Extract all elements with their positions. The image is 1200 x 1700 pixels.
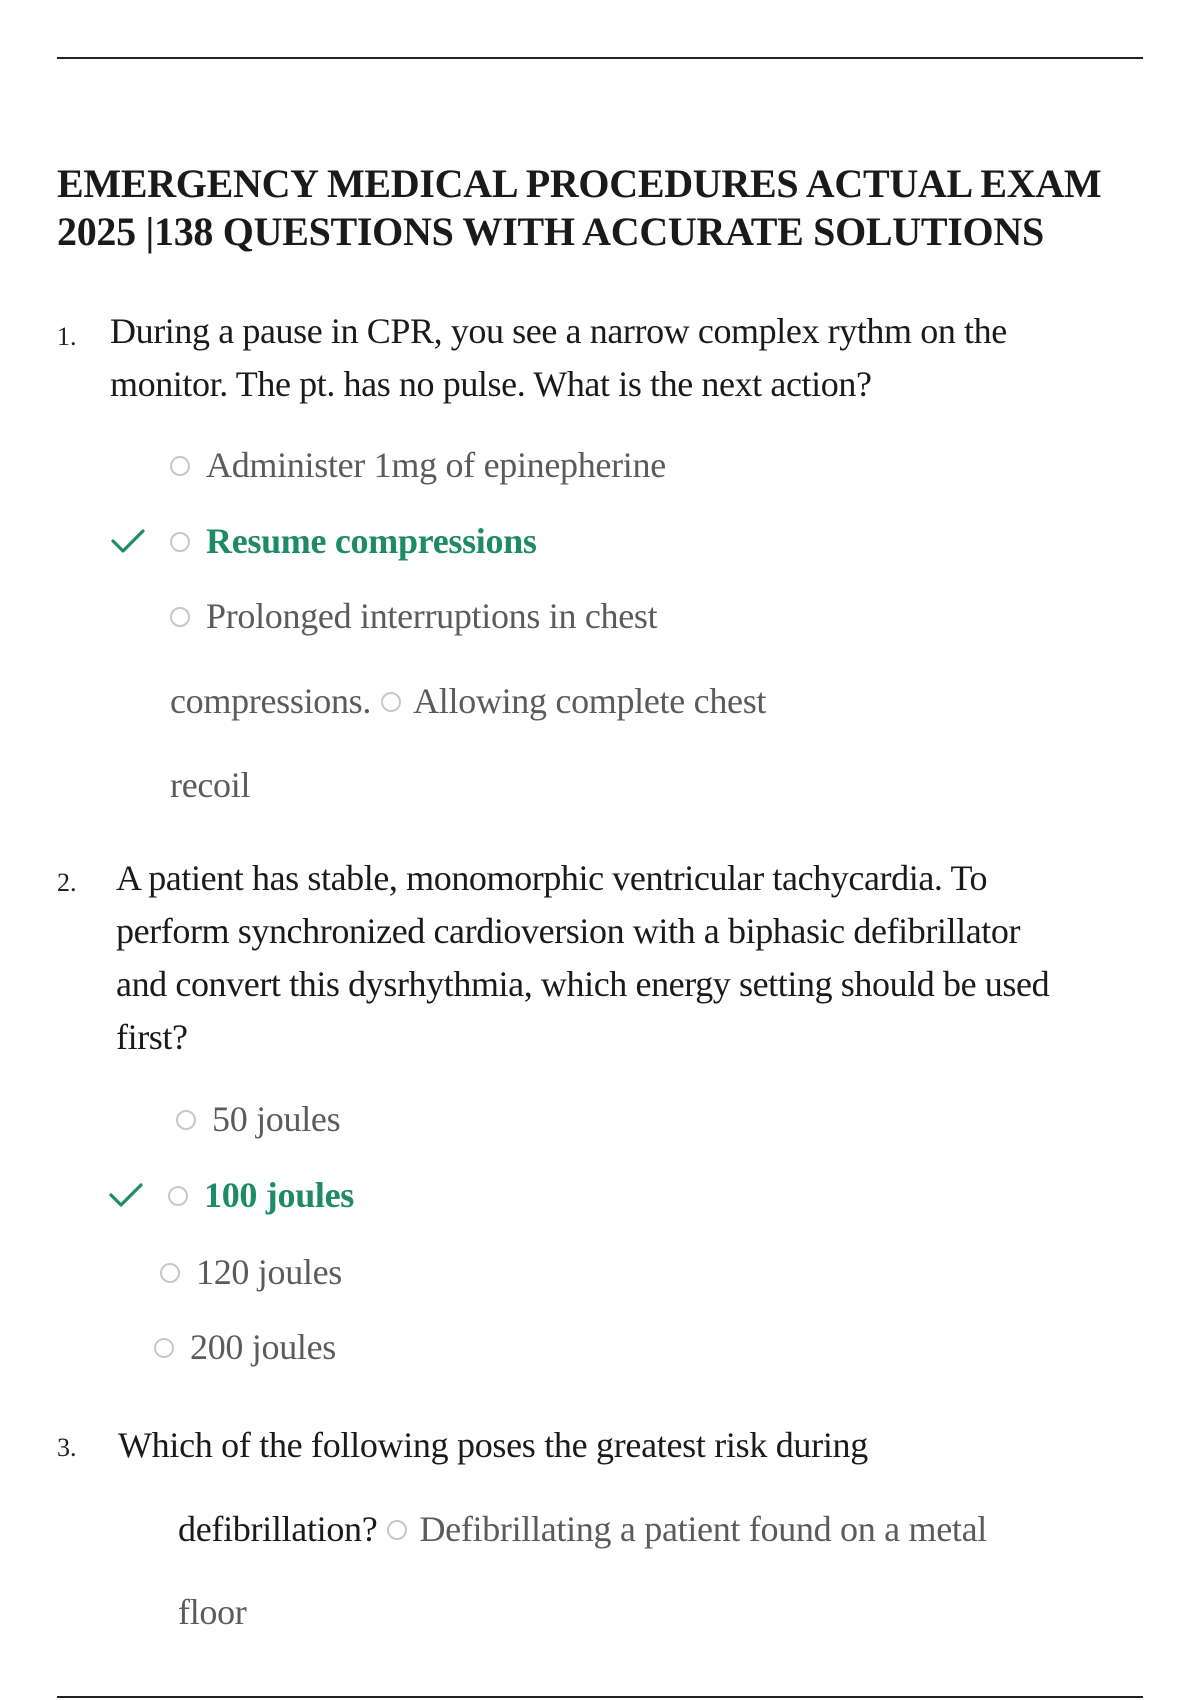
- question-2-line-2: perform synchronized cardioversion with a biphasic defibrillator: [116, 911, 1021, 951]
- option-label: Allowing complete chest: [413, 681, 767, 721]
- bottom-rule: [57, 1696, 1143, 1698]
- check-icon: [108, 1180, 144, 1210]
- title-line-1: EMERGENCY MEDICAL PROCEDURES ACTUAL EXAM: [57, 161, 1102, 206]
- question-2-option-1[interactable]: [176, 1097, 340, 1141]
- radio-circle-icon[interactable]: [170, 532, 190, 552]
- question-1-option-1[interactable]: [170, 443, 666, 487]
- option-label: Prolonged interruptions in chest: [206, 596, 658, 636]
- question-1-option-3[interactable]: [170, 594, 657, 638]
- question-1-option-2[interactable]: [170, 519, 537, 563]
- option-label: 100 joules: [204, 1175, 355, 1215]
- option-label: 200 joules: [190, 1327, 336, 1367]
- top-rule: [57, 57, 1143, 59]
- option-label: Administer 1mg of epinepherine: [206, 445, 666, 485]
- question-1-line-2: monitor. The pt. has no pulse. What is the next action?: [110, 364, 872, 404]
- radio-circle-icon[interactable]: [170, 456, 190, 476]
- question-2-line-1: A patient has stable, monomorphic ventricular tachycardia. To: [116, 858, 988, 898]
- radio-circle-icon[interactable]: [170, 607, 190, 627]
- question-1-text: [110, 305, 1007, 411]
- document-title: [57, 160, 1157, 256]
- option-label: 120 joules: [196, 1252, 342, 1292]
- option-label: 50 joules: [212, 1099, 341, 1139]
- option-label: Resume compressions: [206, 521, 537, 561]
- radio-circle-icon[interactable]: [387, 1520, 407, 1540]
- continuation-prefix: compressions.: [170, 681, 372, 721]
- question-2-text: [116, 852, 1049, 1064]
- question-2-line-3: and convert this dysrhythmia, which energy setting should be used: [116, 964, 1050, 1004]
- title-line-2: 2025 |138 QUESTIONS WITH ACCURATE SOLUTIONS: [57, 209, 1044, 254]
- question-1-number: 1.: [57, 322, 77, 351]
- question-2-number: 2.: [57, 868, 77, 897]
- radio-circle-icon[interactable]: [154, 1338, 174, 1358]
- option-label: Defibrillating a patient found on a metal: [419, 1509, 987, 1549]
- radio-circle-icon[interactable]: [160, 1263, 180, 1283]
- question-2-option-2[interactable]: [168, 1173, 354, 1217]
- radio-circle-icon[interactable]: [176, 1110, 196, 1130]
- radio-circle-icon[interactable]: [381, 692, 401, 712]
- question-3-line-1: Which of the following poses the greatest risk during: [118, 1425, 868, 1465]
- question-1-line-1: During a pause in CPR, you see a narrow complex rythm on the: [110, 311, 1007, 351]
- check-icon: [110, 526, 146, 556]
- question-3-number: 3.: [57, 1433, 77, 1462]
- radio-circle-icon[interactable]: [168, 1186, 188, 1206]
- question-1-option-continuation-line-2: recoil: [170, 765, 251, 805]
- question-3-line-2-prefix: defibrillation?: [178, 1509, 378, 1549]
- question-3-line-2[interactable]: [178, 1507, 987, 1551]
- question-3-line-3: floor: [178, 1592, 247, 1632]
- question-2-option-4[interactable]: [154, 1325, 336, 1369]
- question-2-option-3[interactable]: [160, 1250, 342, 1294]
- question-1-option-continuation[interactable]: [170, 679, 766, 723]
- question-2-line-4: first?: [116, 1017, 188, 1057]
